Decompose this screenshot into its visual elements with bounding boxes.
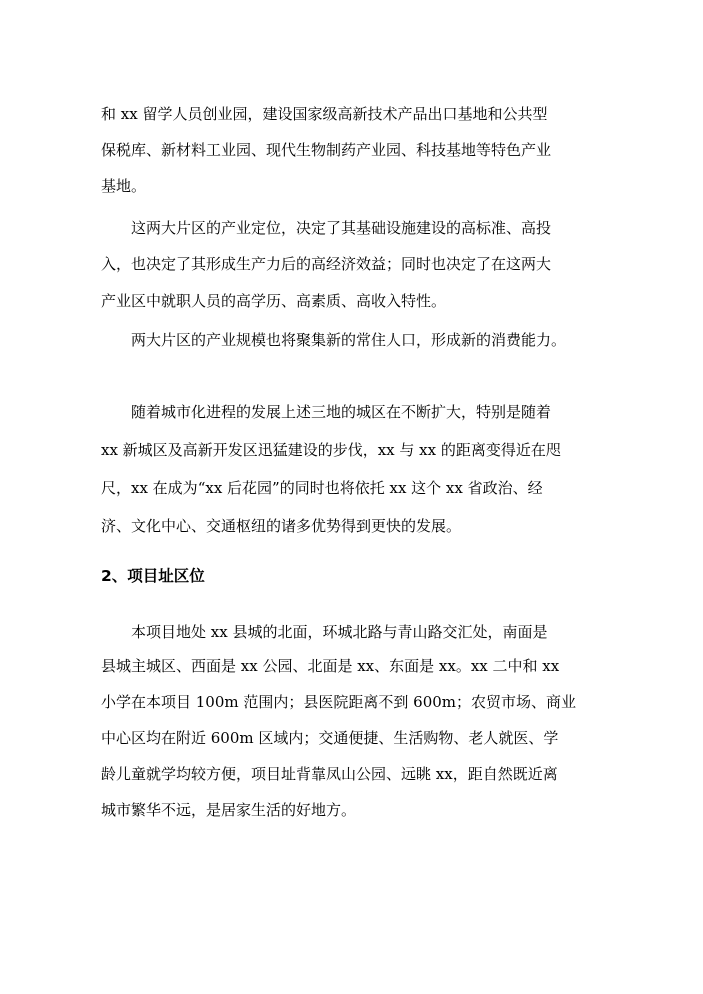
text-line: 随着城市化进程的发展上述三地的城区在不断扩大，特别是随着 xyxy=(131,403,552,421)
text-line: 济、文化中心、交通枢纽的诸多优势得到更快的发展。 xyxy=(101,517,462,535)
text-line: 本项目地处 xx 县城的北面，环城北路与青山路交汇处，南面是 xyxy=(131,623,548,641)
text-line: 中心区均在附近 600m 区域内；交通便捷、生活购物、老人就医、学 xyxy=(101,729,559,747)
text-line: 产业区中就职人员的高学历、高素质、高收入特性。 xyxy=(101,292,447,310)
text-line: 城市繁华不远，是居家生活的好地方。 xyxy=(101,801,357,819)
text-line: 和 xx 留学人员创业园，建设国家级高新技术产品出口基地和公共型 xyxy=(101,105,548,123)
text-line: 尺，xx 在成为“xx 后花园”的同时也将依托 xx 这个 xx 省政治、经 xyxy=(101,479,543,497)
text-line: xx 新城区及高新开发区迅猛建设的步伐，xx 与 xx 的距离变得近在咫 xyxy=(101,441,561,459)
text-line: 这两大片区的产业定位，决定了其基础设施建设的高标准、高投 xyxy=(131,219,552,237)
text-line: 小学在本项目 100m 范围内；县医院距离不到 600m；农贸市场、商业 xyxy=(101,693,577,711)
text-line: 保税库、新材料工业园、现代生物制药产业园、科技基地等特色产业 xyxy=(101,141,552,159)
text-line: 县城主城区、西面是 xx 公园、北面是 xx、东面是 xx。xx 二中和 xx xyxy=(101,657,560,675)
text-line: 龄儿童就学均较方便，项目址背靠凤山公园、远眺 xx，距自然既近离 xyxy=(101,765,558,783)
text-line: 入，也决定了其形成生产力后的高经济效益；同时也决定了在这两大 xyxy=(101,255,552,273)
text-line: 基地。 xyxy=(101,177,147,195)
text-line: 两大片区的产业规模也将聚集新的常住人口，形成新的消费能力。 xyxy=(131,331,567,349)
section-heading: 2、项目址区位 xyxy=(101,567,205,585)
